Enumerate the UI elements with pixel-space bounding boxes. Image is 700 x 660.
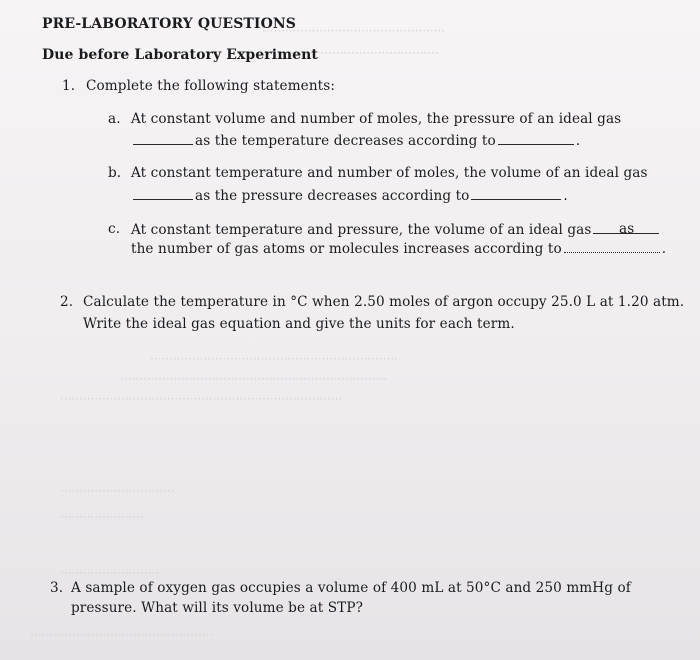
question-1c-marker: c. — [108, 221, 121, 237]
question-1c-line1 — [131, 221, 661, 238]
question-1a-marker: a. — [108, 111, 121, 127]
bleed-through-text: ······································································ — [120, 372, 388, 386]
question-3-line2: pressure. What will its volume be at STP? — [71, 600, 363, 616]
answer-blank-1c-law[interactable] — [564, 240, 660, 253]
answer-blank-1a-law[interactable] — [498, 132, 574, 145]
question-1c-line2-text: the number of gas atoms or molecules increases according to — [131, 241, 562, 257]
question-3-number: 3. — [50, 580, 64, 596]
question-3-line1: A sample of oxygen gas occupies a volume of 400 mL at 50°C and 250 mmHg of — [71, 580, 631, 596]
question-1a-line2-text: as the temperature decreases according to — [195, 133, 496, 149]
answer-blank-1b-law[interactable] — [471, 187, 561, 200]
question-2-number: 2. — [60, 294, 74, 310]
bleed-through-text: ·························· — [60, 566, 160, 580]
bleed-through-text: ································································· — [150, 352, 398, 366]
question-1b-marker: b. — [108, 165, 122, 181]
question-1c-line2: the number of gas atoms or molecules increases according to . — [131, 241, 667, 257]
question-2-line1: Calculate the temperature in °C when 2.50 moles of argon occupy 25.0 L at 1.20 atm. — [83, 294, 685, 310]
page-title: PRE-LABORATORY QUESTIONS — [42, 16, 296, 32]
question-1-prompt: Complete the following statements: — [86, 78, 335, 94]
question-1b-line2: as the pressure decreases according to . — [131, 187, 568, 204]
question-1c-line1-end: as — [619, 221, 635, 237]
question-2-line2: Write the ideal gas equation and give the units for each term. — [83, 316, 515, 332]
question-1-number: 1. — [62, 78, 76, 94]
answer-blank-1a-change[interactable] — [133, 132, 193, 145]
bleed-through-text: ·········································································· — [60, 392, 343, 406]
bleed-through-text: ······················ — [60, 510, 144, 524]
question-1a-line2: as the temperature decreases according to . — [131, 132, 580, 149]
bleed-through-text: ······································· — [290, 46, 439, 60]
bleed-through-text: ······························ — [60, 484, 175, 498]
page-subtitle: Due before Laboratory Experiment — [42, 47, 318, 63]
question-1b-line1: At constant temperature and number of moles, the volume of an ideal gas — [131, 165, 648, 181]
question-1b-line2-text: as the pressure decreases according to — [195, 188, 470, 204]
bleed-through-text: ················································ — [262, 24, 446, 38]
bleed-through-text: ················································ — [30, 628, 214, 642]
question-1c-line1-text: At constant temperature and pressure, the volume of an ideal gas — [131, 222, 592, 238]
answer-blank-1b-change[interactable] — [133, 187, 193, 200]
question-1a-line1: At constant volume and number of moles, the pressure of an ideal gas — [131, 111, 622, 127]
